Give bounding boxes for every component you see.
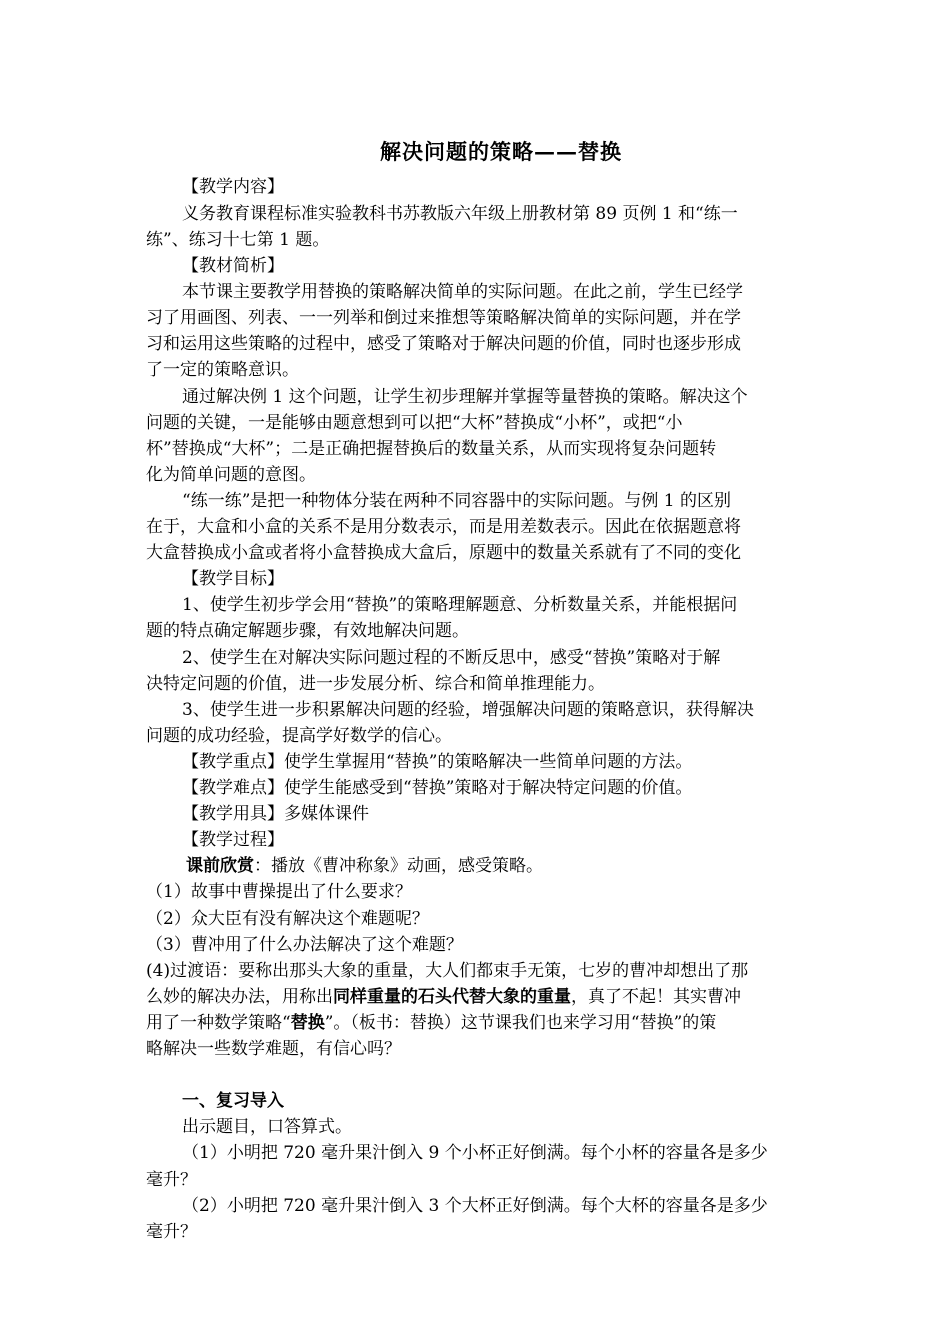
paragraph-line: 本节课主要教学用替换的策略解决简单的实际问题。在此之前，学生已经学	[182, 282, 743, 302]
paragraph-line: 通过解决例 1 这个问题，让学生初步理解并掌握等量替换的策略。解决这个	[182, 387, 748, 407]
bold-span: 同样重量的石头代替大象的重量	[333, 987, 571, 1007]
paragraph-line: 义务教育课程标准实验教科书苏教版六年级上册教材第 89 页例 1 和“练一	[182, 204, 738, 224]
warmup-text: ：播放《曹冲称象》动画，感受策略。	[254, 856, 543, 876]
paragraph-line: 问题的关键，一是能够由题意想到可以把“大杯”替换成“小杯”，或把“小	[146, 413, 683, 433]
paragraph-line: 题的特点确定解题步骤，有效地解决问题。	[146, 621, 469, 641]
paragraph-line: “练一练”是把一种物体分装在两种不同容器中的实际问题。与例 1 的区别	[182, 491, 732, 511]
paragraph-line: 出示题目，口答算式。	[182, 1117, 352, 1137]
paragraph-line	[146, 984, 808, 1010]
section-heading: 一、复习导入	[182, 1091, 284, 1111]
text-span: ，真了不起！其实曹冲	[571, 987, 741, 1007]
text-span: 么妙的解决办法，用称出	[146, 987, 333, 1007]
exercise-line: 毫升？	[146, 1170, 197, 1190]
bold-span: 替换	[290, 1013, 325, 1033]
paragraph-line: 化为简单问题的意图。	[146, 465, 316, 485]
question-line: （1）故事中曹操提出了什么要求？	[146, 882, 412, 902]
heading-content: 【教学内容】	[182, 177, 284, 197]
paragraph-line: 问题的成功经验，提高学好数学的信心。	[146, 726, 452, 746]
heading-goals: 【教学目标】	[182, 569, 284, 589]
page-title: 解决问题的策略——替换	[380, 139, 622, 164]
text-span: 用了一种数学策略“	[146, 1013, 291, 1033]
paragraph-line: 决特定问题的价值，进一步发展分析、综合和简单推理能力。	[146, 674, 605, 694]
exercise-line: （2）小明把 720 毫升果汁倒入 3 个大杯正好倒满。每个大杯的容量各是多少	[182, 1196, 768, 1216]
paragraph-line: 3、使学生进一步积累解决问题的经验，增强解决问题的策略意识，获得解决	[182, 700, 754, 720]
paragraph-line	[146, 1010, 808, 1036]
paragraph-line: 杯”替换成“大杯”；二是正确把握替换后的数量关系，从而实现将复杂问题转	[146, 439, 717, 459]
question-line: （2）众大臣有没有解决这个难题呢？	[146, 909, 429, 929]
paragraph-line: 练”、练习十七第 1 题。	[146, 230, 330, 250]
paragraph-line: 在于，大盒和小盒的关系不是用分数表示，而是用差数表示。因此在依据题意将	[146, 517, 741, 537]
exercise-line: 毫升？	[146, 1222, 197, 1242]
paragraph-line: (4)过渡语：要称出那头大象的重量，大人们都束手无策，七岁的曹冲却想出了那	[146, 961, 749, 981]
text-span: ”。（板书：替换）这节课我们也来学习用“替换”的策	[324, 1013, 717, 1033]
question-line: （3）曹冲用了什么办法解决了这个难题？	[146, 935, 463, 955]
warmup-label: 课前欣赏	[186, 856, 254, 876]
paragraph-line: 2、使学生在对解决实际问题过程的不断反思中，感受“替换”策略对于解	[182, 648, 721, 668]
exercise-line: （1）小明把 720 毫升果汁倒入 9 个小杯正好倒满。每个小杯的容量各是多少	[182, 1143, 768, 1163]
heading-analysis: 【教材简析】	[182, 256, 284, 276]
key-point: 【教学重点】使学生掌握用“替换”的策略解决一些简单问题的方法。	[182, 752, 693, 772]
paragraph-line: 1、使学生初步学会用“替换”的策略理解题意、分析数量关系，并能根据问	[182, 595, 738, 615]
paragraph-line: 习了用画图、列表、一一列举和倒过来推想等策略解决简单的实际问题，并在学	[146, 308, 741, 328]
paragraph-line: 大盒替换成小盒或者将小盒替换成大盒后，原题中的数量关系就有了不同的变化	[146, 543, 741, 563]
heading-process: 【教学过程】	[182, 830, 284, 850]
teaching-tools: 【教学用具】多媒体课件	[182, 804, 369, 824]
paragraph-line: 习和运用这些策略的过程中，感受了策略对于解决问题的价值，同时也逐步形成	[146, 334, 741, 354]
paragraph-line: 略解决一些数学难题，有信心吗？	[146, 1039, 401, 1059]
warmup-line	[186, 853, 808, 879]
difficulty-point: 【教学难点】使学生能感受到“替换”策略对于解决特定问题的价值。	[182, 778, 693, 798]
paragraph-line: 了一定的策略意识。	[146, 360, 299, 380]
